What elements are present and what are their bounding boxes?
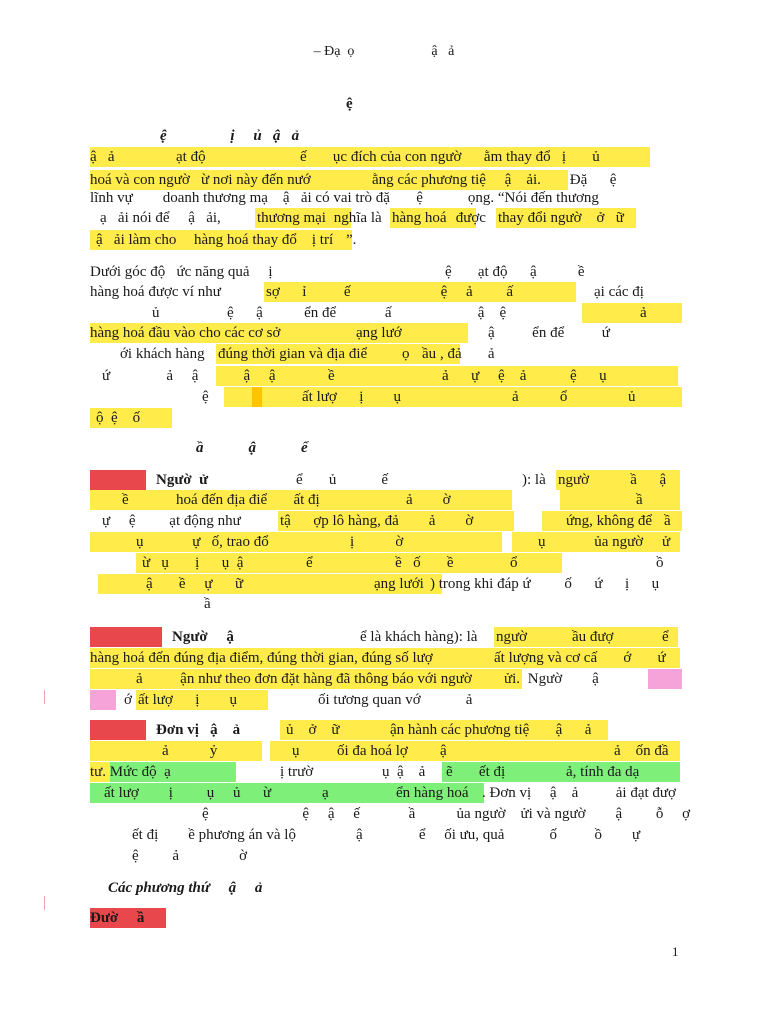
term-label: Đườ ầ — [90, 910, 145, 926]
text-span: ụ ự ố, trao đổ — [136, 534, 269, 550]
text-span: ới khách hàng — [120, 346, 209, 362]
text-span: hoá đến địa điể ất đị ả ờ — [176, 492, 451, 508]
text-span: ộ ệ ố — [96, 410, 141, 426]
text-span: ả ận như theo đơn đặt hàng đã thông báo với ngườ — [136, 671, 472, 687]
text-span: ọ — [402, 346, 410, 362]
text-span: ngườ — [496, 629, 528, 645]
text-span: ửi. — [504, 671, 521, 687]
text-span: ầ — [204, 596, 211, 612]
text-span: ự ệ ạt động như — [102, 513, 245, 529]
text-span: thương mại — [257, 210, 326, 226]
text-span: ủ ở ữ — [286, 722, 340, 738]
text-span: hàng hoá đến đúng địa điểm, đúng thời gian, đúng số lượ — [90, 650, 433, 666]
text-span: ả ốn đầ — [614, 743, 669, 759]
text-span: ất lượ ị ụ — [138, 692, 237, 708]
text-span: ầu đượ — [572, 629, 614, 645]
text-span: Ngườ ậ — [524, 671, 599, 687]
text-span: ậ ải làm cho — [96, 232, 181, 248]
red-marker — [90, 470, 146, 490]
page-number: 1 — [672, 944, 679, 959]
text-span: ại các đị — [594, 284, 644, 300]
text-span: ứ ả ậ ậ ậ ề — [102, 368, 335, 384]
text-span: được — [452, 210, 490, 226]
text-span: ệ ả ờ — [132, 848, 247, 864]
highlight-accent — [252, 387, 262, 407]
text-span: ất lượ ị ụ ủ ừ — [104, 785, 272, 801]
text-span: . Đơn vị ậ ả ải đạt đượ — [482, 785, 676, 801]
text-span: thay đổi ngườ ở ữ — [498, 210, 624, 226]
text-span: ể là khách hàng): là — [360, 629, 482, 645]
text-span: ạt độ — [176, 149, 206, 165]
text-span: ): là — [522, 472, 550, 488]
text-span: ạ ải nói để ậ ải, — [100, 210, 225, 226]
text-span: ụ ủa ngườ ử — [538, 534, 671, 550]
subsection-title: ệ ị ủ ậ ả — [160, 128, 300, 144]
section-title: ệ — [346, 96, 353, 112]
text-span: ầ — [636, 492, 643, 508]
red-marker — [90, 720, 146, 740]
text-span: ệ ụ — [570, 368, 607, 384]
text-span: ế ục đích của con ngườ ằm thay đổ ị ủ — [300, 149, 600, 165]
highlight — [582, 303, 682, 323]
text-span: ụ ối đa hoá lợ — [292, 743, 408, 759]
text-span: ả ổ — [512, 389, 568, 405]
text-span: ủ — [628, 389, 636, 405]
section-heading: ầ ậ ể — [196, 440, 308, 456]
text-span: ớ — [124, 692, 132, 708]
text-span: ạ — [322, 785, 329, 801]
text-span: lĩnh vự doanh thương mạ ậ ải có vai trò đặ ệ ọng. “Nói đến thương — [90, 190, 599, 206]
pink-marker — [648, 669, 682, 689]
text-span: hàng hoá được ví như — [90, 284, 225, 300]
text-span: ả ỷ — [162, 743, 218, 759]
text-span: ồ — [656, 555, 664, 571]
text-span: sợ ỉ ế ệ ả ấ — [266, 284, 514, 300]
pink-marker — [90, 690, 116, 710]
text-span: ận hành các phương tiệ ậ ả — [390, 722, 592, 738]
term-label: Ngườ ử — [156, 472, 209, 488]
text-span: ầu — [422, 346, 437, 362]
margin-mark — [44, 690, 45, 704]
text-span: ị trườ — [280, 764, 314, 780]
highlight — [224, 387, 682, 407]
text-span: ả — [640, 305, 647, 321]
term-label: Ngườ ậ — [172, 629, 234, 645]
text-span: ết đị ề phương án và lộ ậ ể ối ưu, quả ố ồ ự — [132, 827, 641, 843]
text-span: tư. Mức độ ạ — [90, 764, 171, 780]
text-span: ”. — [346, 232, 357, 248]
text-span: tậ ợp lô hàng, đả ả ờ — [280, 513, 474, 529]
text-span: , đả ả — [440, 346, 495, 362]
text-span: hàng hoá — [392, 210, 447, 226]
text-span: đúng thời gian và địa điể — [218, 346, 368, 362]
section-heading: Các phương thứ ậ ả — [108, 880, 263, 896]
text-span: ị ờ — [350, 534, 404, 550]
text-span: ả ự ệ ả — [442, 368, 527, 384]
text-span: ệ ệ ậ ế ầ ủa ngườ ửi và ngườ ậ ỗ ợ — [202, 806, 691, 822]
text-span: Đặ ệ — [566, 172, 617, 188]
text-span: ổ — [510, 555, 518, 571]
text-span: ậ — [440, 743, 447, 759]
text-span: ất lượ ị ụ — [302, 389, 401, 405]
red-marker — [90, 627, 162, 647]
text-span: ậ ề ự ữ — [146, 576, 244, 592]
page-header: – Đạ ọ ậ ả — [313, 44, 455, 59]
text-span: ể ề ố ề — [306, 555, 454, 571]
text-span: hoá và con ngườ ừ nơi này đến nướ — [90, 172, 311, 188]
text-span: ể — [662, 629, 669, 645]
text-span: ể ủ ế — [296, 472, 389, 488]
text-span: ủ ệ ậ ển để ấ ậ ệ — [152, 305, 507, 321]
term-label: Đơn vị ậ ả — [156, 722, 241, 738]
text-span: ụ ậ ả — [382, 764, 426, 780]
text-span: ối tương quan vớ ả — [318, 692, 473, 708]
text-span: ẽ ết đị — [446, 764, 506, 780]
highlight — [560, 490, 680, 510]
text-span: ậ ả — [90, 149, 115, 165]
text-span: ậ ển để ứ — [488, 325, 610, 341]
text-span: hàng hoá đầu vào cho các cơ sở — [90, 325, 281, 341]
text-span: ạng lướ — [356, 325, 402, 341]
text-span: ề — [122, 492, 129, 508]
text-span: ứng, không để — [566, 513, 653, 529]
margin-mark — [44, 896, 45, 910]
text-span: ệ — [202, 389, 209, 405]
text-span: ằng các phương tiệ ậ ải. — [372, 172, 541, 188]
text-span: hàng hoá thay đổ ị trí — [194, 232, 334, 248]
text-span: nghĩa là — [330, 210, 386, 226]
text-span: ả, tính đa dạ — [566, 764, 640, 780]
text-span: ển hàng hoá — [396, 785, 469, 801]
text-span: ầ — [664, 513, 671, 529]
text-span: ) trong khi đáp ứ ố ứ ị ụ — [430, 576, 660, 592]
text-span: ất lượng và cơ cấ ớ ứ — [494, 650, 666, 666]
text-span: Dưới góc độ ức năng quả ị ệ ạt độ ậ ề — [90, 264, 585, 280]
text-span: ừ ụ ị ụ ậ — [142, 555, 244, 571]
text-span: ạng lưới — [374, 576, 424, 592]
text-span: ngườ ầ ậ — [558, 472, 667, 488]
